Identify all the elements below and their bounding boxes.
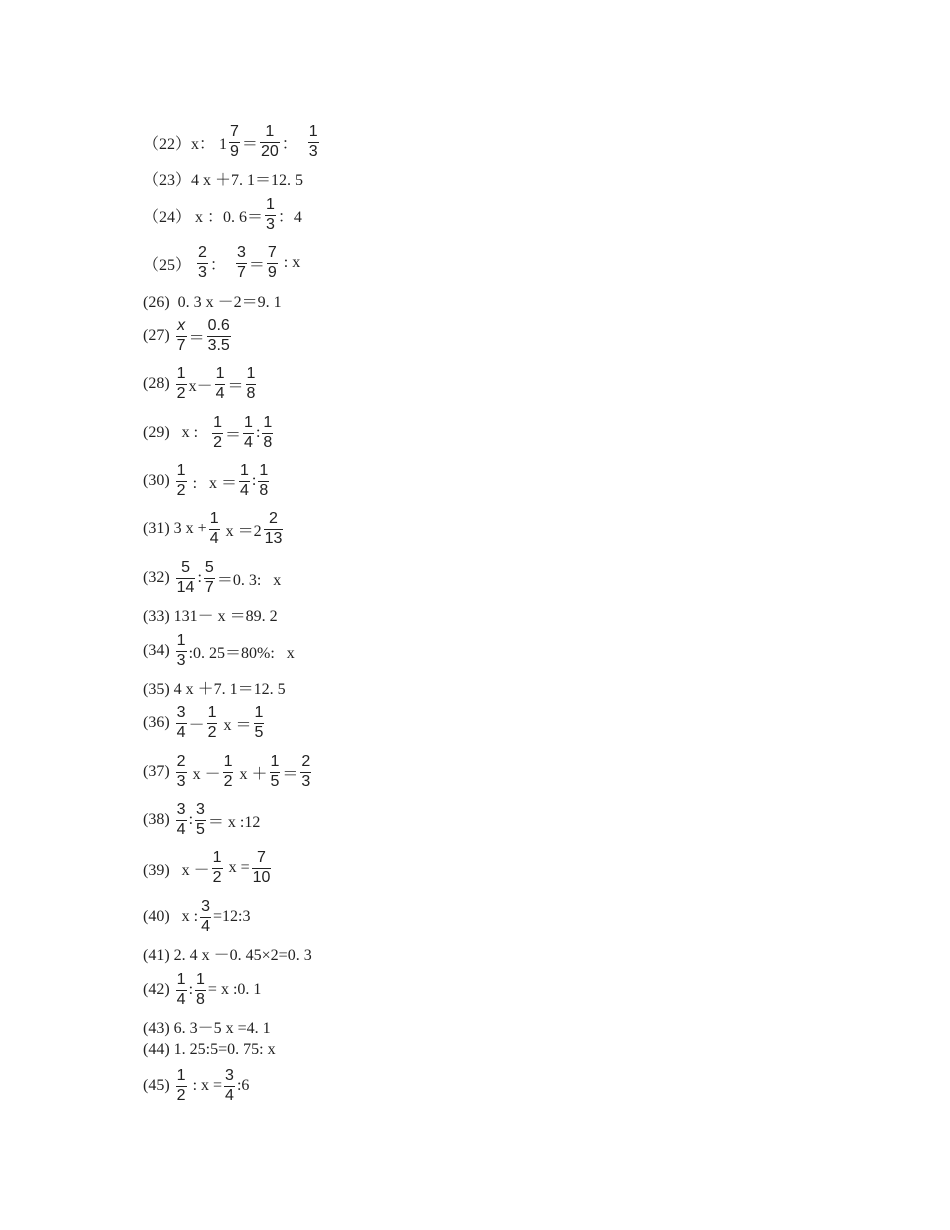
fraction-numerator: 3 xyxy=(176,703,186,721)
equation-text: （23）4 x ＋7. 1＝12. 5 xyxy=(143,171,304,189)
equation-line xyxy=(143,195,302,233)
fraction-numerator: 3 xyxy=(201,897,211,915)
fraction-denominator: 4 xyxy=(209,529,219,547)
fraction-numerator: 1 xyxy=(209,509,219,527)
equation-text: ＝ xyxy=(227,377,244,395)
fraction xyxy=(246,366,257,403)
fraction xyxy=(195,972,206,1009)
fraction xyxy=(260,124,280,161)
fraction-numerator: 1 xyxy=(176,1066,186,1084)
equation-text: ＝ xyxy=(248,256,265,274)
fraction-numerator: 3 xyxy=(236,243,246,261)
fraction-numerator: 1 xyxy=(176,461,186,479)
equation-text: (45) xyxy=(143,1077,174,1094)
fraction-numerator: 1 xyxy=(213,413,223,431)
fraction-denominator: 2 xyxy=(213,433,223,451)
equation-text: (32) xyxy=(143,569,174,586)
equation-line xyxy=(143,599,278,629)
fraction-denominator: 8 xyxy=(196,990,205,1008)
fraction-denominator: 5 xyxy=(270,772,280,790)
equation-text: （24） x ：0. 6＝ xyxy=(143,208,264,226)
fraction-denominator: 2 xyxy=(176,1086,186,1104)
equation-line xyxy=(143,938,312,968)
fraction-denominator: 2 xyxy=(207,723,217,741)
equation-line xyxy=(143,1035,276,1065)
equation-text: (41) 2. 4 x －0. 45×2=0. 3 xyxy=(143,946,312,964)
equation-line xyxy=(143,752,313,790)
equation-text: :6 xyxy=(236,1077,250,1094)
equation-text: (43) 6. 3－5 x =4. 1 xyxy=(143,1019,271,1037)
fraction xyxy=(308,124,319,161)
equation-text: （22）x： 1 xyxy=(143,135,228,153)
equation-text: ＝ xyxy=(188,329,205,347)
fraction-denominator: 3 xyxy=(198,263,207,281)
equation-text: (31) 3 x + xyxy=(143,520,207,537)
equation-text: ＝ x :12 xyxy=(207,813,261,831)
fraction-denominator: 4 xyxy=(201,917,211,935)
fraction-numerator: 1 xyxy=(244,413,253,431)
fraction-numerator: 7 xyxy=(230,122,239,140)
fraction-numerator: 2 xyxy=(176,752,186,770)
equation-line xyxy=(143,970,262,1008)
fraction xyxy=(176,560,196,597)
equation-text: (36) xyxy=(143,714,174,731)
fraction-numerator: 1 xyxy=(176,631,186,649)
fraction xyxy=(252,850,272,887)
equation-line xyxy=(143,461,271,499)
equation-line xyxy=(143,413,275,451)
fraction xyxy=(176,633,187,670)
equation-text: （25） xyxy=(143,256,196,274)
equation-text: (29) x : xyxy=(143,424,211,441)
fraction xyxy=(200,899,211,936)
fraction-denominator: 8 xyxy=(246,384,256,402)
equation-text: (28) xyxy=(143,375,174,392)
fraction-numerator: 1 xyxy=(196,970,205,988)
equation-text: : xyxy=(188,981,194,998)
equation-text: (40) x : xyxy=(143,908,199,925)
equation-text: (30) xyxy=(143,472,174,489)
fraction-numerator: 5 xyxy=(204,558,214,576)
fraction-numerator: 1 xyxy=(207,703,217,721)
fraction-numerator: 1 xyxy=(270,752,280,770)
fraction-numerator: 1 xyxy=(215,364,225,382)
fraction xyxy=(265,197,276,234)
fraction xyxy=(212,415,223,452)
fraction xyxy=(176,366,187,403)
equation-text: ： xyxy=(209,256,234,274)
equation-text: ＝ xyxy=(282,765,299,783)
equation-line xyxy=(143,703,266,741)
fraction xyxy=(223,754,234,791)
fraction xyxy=(300,754,311,791)
fraction-denominator: 4 xyxy=(215,384,225,402)
fraction-numerator: 1 xyxy=(259,461,269,479)
fraction-denominator: 2 xyxy=(212,868,222,886)
equation-text: ： xyxy=(281,135,306,153)
fraction-numerator: 1 xyxy=(176,970,186,988)
fraction-denominator: 4 xyxy=(240,481,249,499)
fraction-numerator: 1 xyxy=(265,122,275,140)
equation-text: = x :0. 1 xyxy=(207,981,262,998)
equation-text: x ＝2 xyxy=(221,522,262,540)
equation-line xyxy=(143,631,295,669)
equation-text: : x ＝ xyxy=(188,474,238,492)
equation-text: ＝ xyxy=(241,135,258,153)
equation-text: (38) xyxy=(143,811,174,828)
equation-text: (35) 4 x ＋7. 1＝12. 5 xyxy=(143,680,286,698)
fraction-numerator: 1 xyxy=(263,413,273,431)
fraction-numerator: 1 xyxy=(176,364,186,382)
equation-text: x － xyxy=(188,765,221,783)
fraction-numerator: 1 xyxy=(254,703,264,721)
fraction-denominator: 5 xyxy=(196,820,205,838)
equation-text: (33) 131－ x ＝89. 2 xyxy=(143,607,278,625)
fraction-numerator: 7 xyxy=(267,243,277,261)
equation-line xyxy=(143,316,233,354)
fraction-numerator: 3 xyxy=(196,800,205,818)
equation-line xyxy=(143,509,285,547)
equation-text: (27) xyxy=(143,327,174,344)
fraction-denominator: 5 xyxy=(254,723,264,741)
fraction-denominator: 2 xyxy=(176,481,186,499)
fraction xyxy=(207,705,218,742)
equation-text: x = xyxy=(224,859,250,876)
fraction xyxy=(176,705,187,742)
fraction xyxy=(195,802,206,839)
fraction xyxy=(243,415,254,452)
equation-text: (26) 0. 3 x －2＝9. 1 xyxy=(143,293,282,311)
fraction-numerator: 7 xyxy=(257,848,266,866)
equation-text: ＝0. 3: x xyxy=(216,571,282,589)
equation-line xyxy=(143,800,261,838)
equation-text: (34) xyxy=(143,642,174,659)
fraction-denominator: 20 xyxy=(260,142,279,160)
equation-line xyxy=(143,672,286,702)
fraction-numerator: 0.6 xyxy=(207,316,230,334)
fraction xyxy=(197,245,208,282)
fraction xyxy=(176,972,187,1009)
fraction-denominator: 10 xyxy=(252,868,271,886)
fraction-numerator: 2 xyxy=(198,243,207,261)
equation-text: : x = xyxy=(188,1077,223,1094)
fraction-numerator: x xyxy=(177,316,186,334)
equation-text: (37) xyxy=(143,763,174,780)
equation-line xyxy=(143,285,282,315)
fraction xyxy=(176,463,187,500)
fraction-numerator: 1 xyxy=(308,122,318,140)
fraction xyxy=(254,705,265,742)
fraction xyxy=(264,511,284,548)
fraction xyxy=(215,366,226,403)
fraction-numerator: 3 xyxy=(176,800,186,818)
fraction-numerator: 1 xyxy=(246,364,256,382)
equation-text: : x xyxy=(279,254,301,271)
equation-text: (39) x － xyxy=(143,861,210,879)
equation-line xyxy=(143,243,301,281)
fraction-denominator: 4 xyxy=(176,723,186,741)
fraction xyxy=(236,245,247,282)
equation-text: : xyxy=(197,569,202,586)
fraction-denominator: 2 xyxy=(176,384,186,402)
fraction-numerator: 1 xyxy=(266,195,275,213)
equation-line xyxy=(143,1066,250,1104)
fraction-denominator: 7 xyxy=(236,263,246,281)
equation-text: (42) xyxy=(143,981,174,998)
fraction-denominator: 4 xyxy=(176,820,186,838)
equation-line xyxy=(143,848,273,886)
fraction xyxy=(207,318,231,355)
fraction-denominator: 3.5 xyxy=(207,336,230,354)
fraction xyxy=(176,802,187,839)
equation-text: : xyxy=(255,424,261,441)
fraction xyxy=(176,754,187,791)
equation-text: =12:3 xyxy=(213,908,251,925)
fraction-numerator: 1 xyxy=(212,848,222,866)
fraction-denominator: 3 xyxy=(266,215,275,233)
fraction xyxy=(262,415,273,452)
fraction xyxy=(270,754,281,791)
equation-text: x ＝ xyxy=(219,716,252,734)
fraction xyxy=(267,245,278,282)
fraction-denominator: 9 xyxy=(267,263,277,281)
fraction-numerator: 1 xyxy=(240,461,249,479)
fraction xyxy=(176,1068,187,1105)
equation-text: － xyxy=(188,716,205,734)
equation-line xyxy=(143,163,303,193)
fraction-denominator: 13 xyxy=(264,529,283,547)
equation-text: : xyxy=(251,472,257,489)
fraction-denominator: 8 xyxy=(263,433,273,451)
fraction-denominator: 2 xyxy=(223,772,233,790)
fraction-denominator: 3 xyxy=(176,651,186,669)
fraction xyxy=(209,511,220,548)
equation-line xyxy=(143,364,258,402)
fraction-denominator: 3 xyxy=(308,142,318,160)
fraction xyxy=(212,850,223,887)
fraction-numerator: 3 xyxy=(225,1066,234,1084)
fraction xyxy=(176,318,187,355)
equation-text: : xyxy=(188,811,194,828)
fraction-numerator: 2 xyxy=(301,752,311,770)
fraction-numerator: 2 xyxy=(269,509,278,527)
fraction-denominator: 14 xyxy=(176,578,195,596)
fraction-denominator: 4 xyxy=(225,1086,234,1104)
equation-text: (44) 1. 25:5=0. 75: x xyxy=(143,1041,276,1058)
fraction xyxy=(239,463,250,500)
fraction-denominator: 8 xyxy=(259,481,269,499)
fraction xyxy=(224,1068,235,1105)
fraction xyxy=(258,463,269,500)
fraction xyxy=(204,560,215,597)
fraction-denominator: 7 xyxy=(176,336,186,354)
equation-line xyxy=(143,897,251,935)
fraction-denominator: 4 xyxy=(176,990,186,1008)
equation-text: ：4 xyxy=(277,208,302,226)
equation-line xyxy=(143,122,321,160)
fraction-denominator: 3 xyxy=(176,772,186,790)
equation-text: ＝ xyxy=(225,426,242,444)
fraction-denominator: 9 xyxy=(230,142,239,160)
equation-text: x－ xyxy=(188,377,213,395)
fraction-denominator: 7 xyxy=(204,578,214,596)
equation-text: :0. 25＝80%: x xyxy=(188,644,295,662)
equation-text: x ＋ xyxy=(235,765,268,783)
fraction-denominator: 3 xyxy=(301,772,311,790)
fraction-denominator: 4 xyxy=(244,433,253,451)
fraction-numerator: 1 xyxy=(223,752,233,770)
equation-line xyxy=(143,558,282,596)
fraction-numerator: 5 xyxy=(181,558,190,576)
fraction xyxy=(229,124,240,161)
